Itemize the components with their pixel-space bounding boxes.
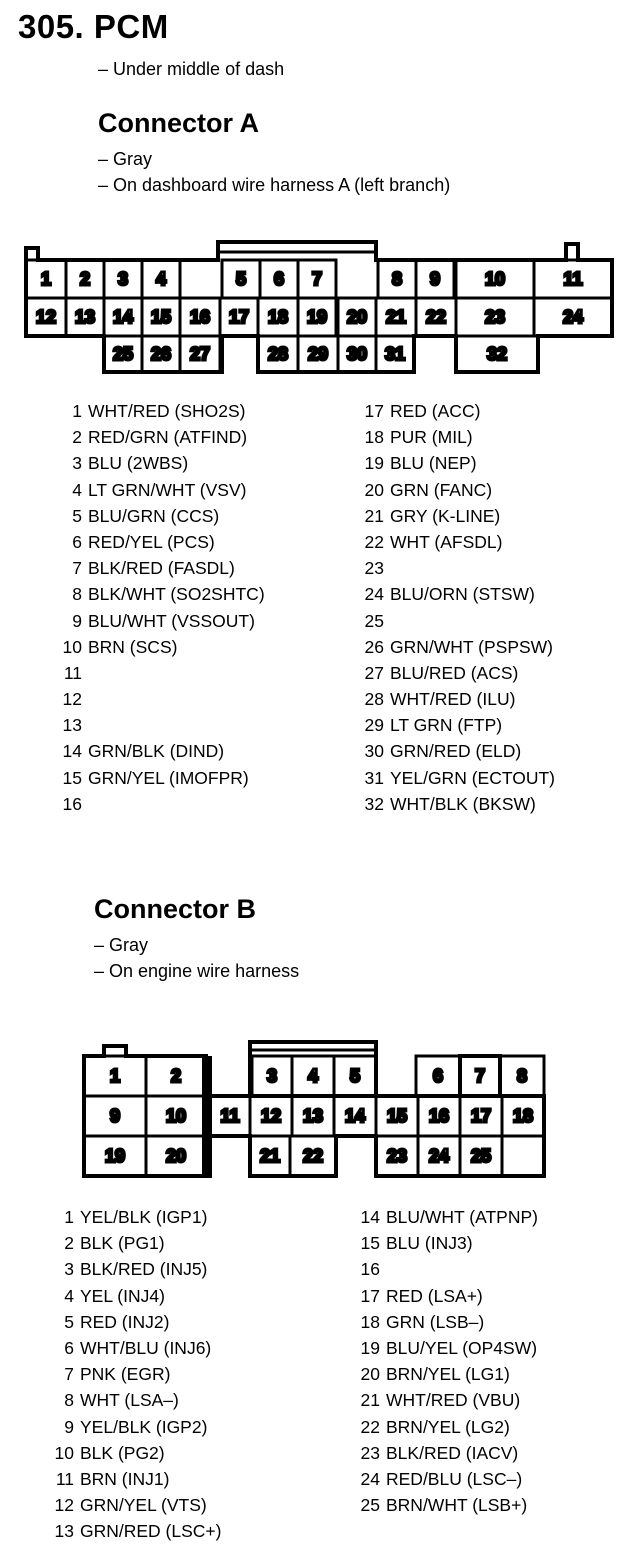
pin-number: 29: [364, 715, 384, 736]
pin-number: 7: [72, 558, 82, 579]
wire-description: RED/BLU (LSC–): [386, 1468, 523, 1489]
connector-b-pin-list-left: [50, 1204, 221, 1544]
connector-b-pin-entry: [50, 1440, 221, 1466]
wire-description: GRN/YEL (VTS): [80, 1495, 207, 1516]
pin-number: 12: [54, 1495, 74, 1516]
connector-b-cavity-number: 11: [220, 1106, 240, 1126]
pin-number: 10: [54, 1442, 74, 1463]
connector-b-pin-entry: [356, 1466, 538, 1492]
connector-b-pin-entry: [356, 1204, 538, 1230]
pin-number: 26: [364, 636, 384, 657]
connector-b-cavity-number: 7: [474, 1066, 486, 1086]
connector-a-pin-entry: [360, 503, 555, 529]
connector-b-cavity-number: 17: [470, 1106, 492, 1126]
pin-number: 22: [364, 531, 384, 552]
connector-a-pin-list-right: [360, 398, 555, 817]
connector-a-pin-entry: [360, 738, 555, 764]
connector-a-pin-entry: [360, 477, 555, 503]
wire-description: GRY (K-LINE): [390, 505, 501, 526]
pin-number: 5: [72, 505, 82, 526]
wire-description: YEL/BLK (IGP2): [80, 1416, 208, 1437]
pin-number: 1: [72, 401, 82, 421]
pin-number: 20: [364, 479, 384, 500]
connector-a-cavity-number: 25: [112, 344, 134, 364]
pin-number: 22: [360, 1416, 380, 1437]
connector-a-pin-entry: [360, 660, 555, 686]
connector-a-cavity-number: 6: [273, 269, 285, 289]
connector-b-pin-entry: [50, 1387, 221, 1413]
wire-description: BLK/RED (FASDL): [88, 558, 235, 579]
pin-number: 20: [360, 1364, 380, 1385]
connector-a-pin-entry: [360, 398, 555, 424]
connector-a-cavity-number: 8: [391, 269, 403, 289]
wire-description: WHT (AFSDL): [390, 531, 503, 552]
connector-a-pin-entry: [360, 765, 555, 791]
connector-b-cavity-number: 3: [266, 1066, 278, 1086]
pin-number: 7: [64, 1364, 74, 1385]
wire-description: WHT/RED (ILU): [390, 689, 516, 710]
connector-a-cavity-number: 7: [311, 269, 323, 289]
pin-number: 3: [72, 453, 82, 474]
pin-number: 3: [64, 1259, 74, 1280]
wire-description: PUR (MIL): [390, 427, 473, 448]
pin-number: 30: [364, 741, 384, 762]
wire-description: RED (LSA+): [386, 1285, 483, 1306]
connector-b-pin-entry: [50, 1256, 221, 1282]
pin-number: 13: [54, 1521, 74, 1542]
pin-number: 27: [364, 662, 384, 683]
pin-number: 9: [72, 610, 82, 631]
connector-b-cavity-number: 15: [386, 1106, 408, 1126]
wire-description: WHT (LSA–): [80, 1390, 179, 1411]
connector-b-pin-entry: [50, 1204, 221, 1230]
connector-b-pin-entry: [356, 1492, 538, 1518]
connector-a-cavity-number: 4: [155, 269, 167, 289]
connector-b-pin-entry: [50, 1283, 221, 1309]
pin-number: 11: [63, 662, 82, 683]
connector-a-cavity-number: 18: [267, 307, 289, 327]
connector-a-cavity-number: 24: [562, 307, 584, 327]
page-title: 305. PCM: [18, 8, 169, 45]
connector-b-cavity-number: 24: [428, 1146, 450, 1166]
wire-description: GRN (LSB–): [386, 1311, 485, 1332]
pin-number: 4: [72, 479, 82, 500]
connector-b-cavity-number: 4: [307, 1066, 319, 1086]
connector-a-cavity-number: 10: [484, 269, 506, 289]
connector-b-cavity-number: 20: [165, 1146, 187, 1166]
connector-a-cavity-number: 9: [429, 269, 441, 289]
pin-number: 9: [64, 1416, 74, 1437]
connector-b-cavity-number: 23: [386, 1146, 408, 1166]
connector-b-cavity-number: 5: [349, 1066, 361, 1086]
pin-number: 19: [360, 1337, 380, 1358]
connector-b-cavity-number: 9: [109, 1106, 121, 1126]
connector-a-cavity-number: 27: [189, 344, 211, 364]
pin-number: 2: [72, 427, 82, 448]
connector-a-pin-entry: [360, 634, 555, 660]
wire-description: GRN/RED (LSC+): [80, 1521, 222, 1542]
pin-number: 28: [364, 689, 384, 710]
wire-description: BLU (2WBS): [88, 453, 189, 474]
connector-a-cavity-number: 5: [235, 269, 247, 289]
connector-a-pin-entry: [58, 503, 265, 529]
connector-b-pin-entry: [356, 1309, 538, 1335]
connector-b-cavity-number: 22: [302, 1146, 324, 1166]
connector-a-pin-entry: [360, 424, 555, 450]
pin-number: 32: [364, 793, 384, 814]
pin-number: 16: [360, 1259, 380, 1280]
pin-number: 31: [364, 767, 384, 788]
connector-a-pin-entry: [58, 791, 265, 817]
wire-description: BLK (PG1): [80, 1233, 165, 1254]
wire-description: BLK (PG2): [80, 1442, 165, 1463]
wire-description: BLU/ORN (STSW): [390, 584, 535, 605]
wire-description: BRN/WHT (LSB+): [386, 1495, 528, 1516]
pin-number: 11: [55, 1468, 74, 1489]
wire-description: WHT/BLU (INJ6): [80, 1337, 212, 1358]
connector-a-diagram: [0, 236, 640, 376]
connector-a-cavity-number: 12: [35, 307, 57, 327]
connector-a-cavity-number: 30: [346, 344, 368, 364]
wire-description: BRN (INJ1): [80, 1468, 170, 1489]
connector-b-cavity-number: 13: [302, 1106, 324, 1126]
connector-b-cavity-number: 25: [470, 1146, 492, 1166]
connector-b-cavity-number: 8: [516, 1066, 528, 1086]
connector-a-pin-entry: [58, 477, 265, 503]
wire-description: RED/YEL (PCS): [88, 531, 215, 552]
connector-a-pin-entry: [58, 608, 265, 634]
connector-a-cavity-number: 32: [486, 344, 508, 364]
connector-b-title: Connector B: [94, 894, 256, 924]
pin-number: 25: [364, 610, 384, 631]
connector-b-pin-entry: [356, 1283, 538, 1309]
pin-number: 8: [64, 1390, 74, 1411]
wire-description: WHT/RED (VBU): [386, 1390, 521, 1411]
connector-b-pin-entry: [356, 1440, 538, 1466]
connector-b-cavity-number: 14: [344, 1106, 366, 1126]
wire-description: BLU/YEL (OP4SW): [386, 1337, 538, 1358]
connector-a-pin-entry: [58, 660, 265, 686]
connector-b-pin-entry: [50, 1361, 221, 1387]
connector-a-cavity-number: 21: [385, 307, 407, 327]
pin-number: 18: [364, 427, 384, 448]
pin-number: 6: [64, 1337, 74, 1358]
wire-description: GRN/YEL (IMOFPR): [88, 767, 249, 788]
connector-a-cavity-number: 22: [425, 307, 447, 327]
connector-b-cavity-number: 12: [260, 1106, 282, 1126]
connector-b-pin-entry: [356, 1387, 538, 1413]
pin-number: 15: [62, 767, 82, 788]
pin-number: 17: [360, 1285, 380, 1306]
wire-description: RED/GRN (ATFIND): [88, 427, 248, 448]
connector-a-color: – Gray: [98, 149, 153, 169]
connector-a-cavity-number: 28: [267, 344, 289, 364]
connector-b-pin-entry: [356, 1256, 538, 1282]
pcm-location: – Under middle of dash: [98, 59, 285, 79]
connector-a-cavity-number: 17: [228, 307, 250, 327]
wire-description: BLU/RED (ACS): [390, 662, 519, 683]
connector-b-cavity-number: 6: [432, 1066, 444, 1086]
connector-b-cavity-number: 16: [428, 1106, 450, 1126]
pin-number: 21: [364, 505, 384, 526]
connector-a-cavity-number: 16: [189, 307, 211, 327]
connector-a-pin-entry: [58, 529, 265, 555]
wire-description: BLU (INJ3): [386, 1233, 473, 1254]
wire-description: LT GRN (FTP): [390, 715, 503, 736]
wire-description: YEL/GRN (ECTOUT): [390, 767, 555, 788]
wire-description: BRN/YEL (LG2): [386, 1416, 510, 1437]
connector-b-pin-entry: [50, 1466, 221, 1492]
connector-b-pin-entry: [50, 1309, 221, 1335]
connector-a-pin-entry: [58, 712, 265, 738]
connector-b-diagram: [0, 1036, 640, 1186]
pin-number: 16: [62, 793, 82, 814]
connector-b-cavity-number: 19: [104, 1146, 126, 1166]
connector-a-pin-entry: [58, 450, 265, 476]
connector-a-cavity-number: 13: [74, 307, 96, 327]
connector-a-pin-entry: [360, 712, 555, 738]
connector-b-harness: – On engine wire harness: [94, 961, 300, 981]
connector-a-pin-entry: [360, 555, 555, 581]
pin-number: 10: [62, 636, 82, 657]
connector-b-cavity-number: 21: [259, 1146, 281, 1166]
wire-description: PNK (EGR): [80, 1364, 171, 1385]
connector-a-pin-entry: [360, 608, 555, 634]
wire-description: BRN (SCS): [88, 636, 178, 657]
connector-a-pin-entry: [360, 450, 555, 476]
pin-number: 21: [360, 1390, 380, 1411]
connector-a-pin-list-left: [58, 398, 265, 817]
pin-number: 24: [360, 1468, 380, 1489]
pin-number: 6: [72, 531, 82, 552]
connector-a-cavity-number: 31: [384, 344, 406, 364]
wire-description: RED (INJ2): [80, 1311, 170, 1332]
connector-a-pin-entry: [58, 581, 265, 607]
connector-b-cavity-number: 2: [170, 1066, 182, 1086]
connector-b-color: – Gray: [94, 935, 149, 955]
connector-a-pin-entry: [58, 634, 265, 660]
connector-b-pin-entry: [356, 1414, 538, 1440]
connector-a-pin-entry: [58, 765, 265, 791]
wire-description: GRN/WHT (PSPSW): [390, 636, 554, 657]
connector-b-pin-entry: [50, 1492, 221, 1518]
pin-number: 23: [360, 1442, 380, 1463]
connector-b-pin-entry: [50, 1414, 221, 1440]
connector-a-cavity-number: 14: [112, 307, 134, 327]
connector-a-pin-entry: [360, 529, 555, 555]
pin-number: 24: [364, 584, 384, 605]
connector-a-harness: – On dashboard wire harness A (left branch): [98, 175, 451, 195]
wire-description: BLU (NEP): [390, 453, 477, 474]
connector-b-pin-entry: [50, 1335, 221, 1361]
connector-a-cavity-number: 19: [306, 307, 328, 327]
connector-a-cavity-number: 3: [117, 269, 129, 289]
connector-a-cavity-number: 23: [484, 307, 506, 327]
wire-description: WHT/BLK (BKSW): [390, 793, 536, 814]
connector-b-pin-list-right: [356, 1204, 538, 1518]
connector-b-pin-entry: [50, 1230, 221, 1256]
connector-a-cavity-number: 29: [307, 344, 329, 364]
connector-a-pin-entry: [58, 738, 265, 764]
wire-description: GRN/RED (ELD): [390, 741, 522, 762]
pin-number: 12: [62, 689, 82, 710]
connector-b-pin-entry: [50, 1518, 221, 1544]
connector-a-pin-entry: [58, 686, 265, 712]
pin-number: 13: [62, 715, 82, 736]
pin-number: 2: [64, 1233, 74, 1254]
connector-a-pin-entry: [58, 424, 265, 450]
connector-b-cavity-number: 18: [512, 1106, 534, 1126]
wire-description: BRN/YEL (LG1): [386, 1364, 510, 1385]
pin-number: 14: [360, 1207, 380, 1227]
pin-number: 17: [364, 401, 384, 421]
pin-number: 19: [364, 453, 384, 474]
wire-description: RED (ACC): [390, 401, 481, 421]
connector-a-cavity-number: 20: [346, 307, 368, 327]
connector-b-cavity-number: 1: [109, 1066, 121, 1086]
connector-a-cavity-number: 1: [40, 269, 52, 289]
connector-a-cavity-number: 11: [563, 269, 583, 289]
pin-number: 18: [360, 1311, 380, 1332]
pin-number: 4: [64, 1285, 74, 1306]
wire-description: BLU/GRN (CCS): [88, 505, 220, 526]
wire-description: BLK/WHT (SO2SHTC): [88, 584, 265, 605]
connector-a-pin-entry: [58, 555, 265, 581]
pin-number: 14: [62, 741, 82, 762]
pin-number: 1: [64, 1207, 74, 1227]
wire-description: BLU/WHT (ATPNP): [386, 1207, 538, 1227]
connector-a-title: Connector A: [98, 108, 259, 138]
connector-a-pin-entry: [360, 791, 555, 817]
connector-a-pin-entry: [58, 398, 265, 424]
connector-a-cavity-number: 15: [150, 307, 172, 327]
connector-a-cavity-number: 26: [150, 344, 172, 364]
pin-number: 25: [360, 1495, 380, 1516]
wire-description: BLK/RED (IACV): [386, 1442, 519, 1463]
pin-number: 5: [64, 1311, 74, 1332]
wire-description: BLU/WHT (VSSOUT): [88, 610, 255, 631]
connector-b-pin-entry: [356, 1335, 538, 1361]
wire-description: YEL (INJ4): [80, 1285, 165, 1306]
pin-number: 8: [72, 584, 82, 605]
pin-number: 23: [364, 558, 384, 579]
connector-b-cavity-number: 10: [165, 1106, 187, 1126]
pin-number: 15: [360, 1233, 380, 1254]
wire-description: YEL/BLK (IGP1): [80, 1207, 208, 1227]
wire-description: GRN (FANC): [390, 479, 493, 500]
connector-b-pin-entry: [356, 1361, 538, 1387]
connector-b-pin-entry: [356, 1230, 538, 1256]
wire-description: WHT/RED (SHO2S): [88, 401, 246, 421]
wire-description: GRN/BLK (DIND): [88, 741, 225, 762]
connector-a-cavity-number: 2: [79, 269, 91, 289]
connector-a-pin-entry: [360, 581, 555, 607]
wire-description: BLK/RED (INJ5): [80, 1259, 208, 1280]
connector-a-pin-entry: [360, 686, 555, 712]
wire-description: LT GRN/WHT (VSV): [88, 479, 247, 500]
